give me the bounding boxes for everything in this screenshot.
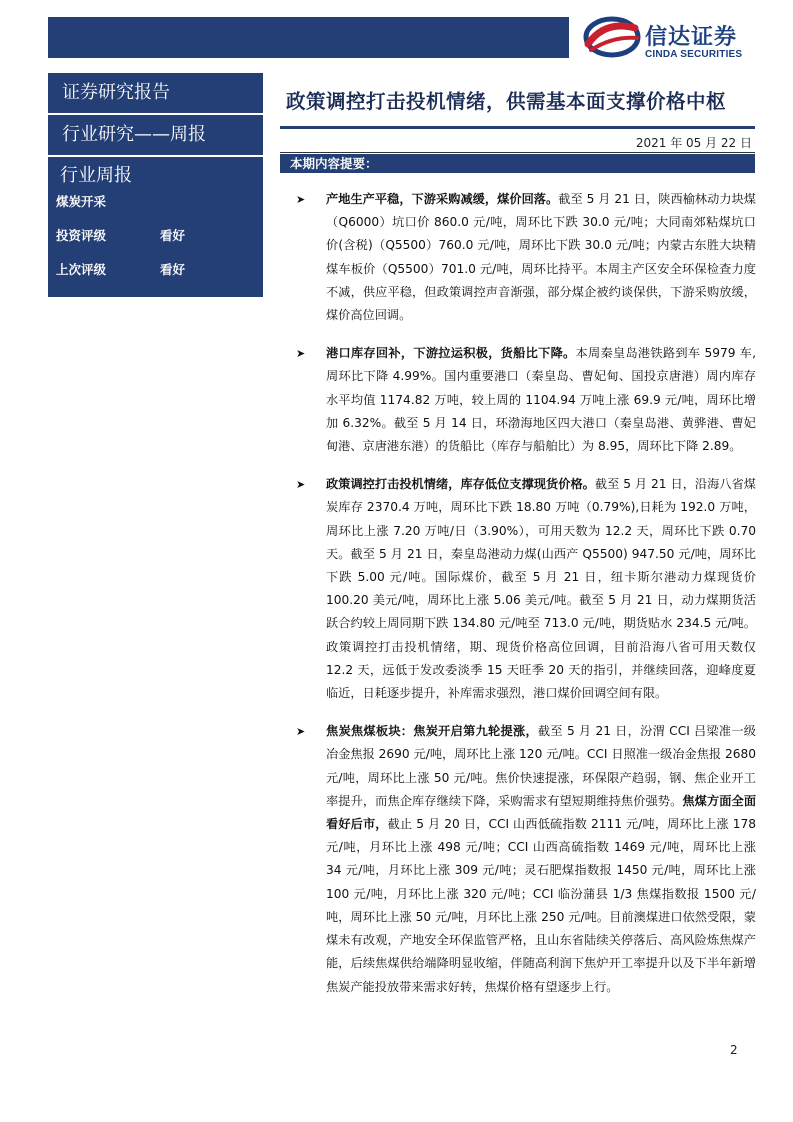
summary-item-lead-secondary: 焦煤方面全面看好后市， (326, 793, 757, 832)
page-number: 2 (730, 1043, 738, 1057)
bullet-arrow-icon: ➤ (296, 347, 306, 361)
summary-heading: 本期内容提要： (280, 154, 755, 173)
summary-item-lead: 焦炭焦煤板块：焦炭开启第九轮提涨， (326, 724, 538, 739)
prev-rating-row (48, 253, 263, 287)
summary-item-lead: 产地生产平稳，下游采购减缓，煤价回落。 (326, 192, 559, 206)
summary-item-text: 本周秦皇岛港铁路到车 5979 车,周环比下降 4.99%。国内重要港口（秦皇岛、曹妃甸、国投京唐港）周内库存水平均值 1174.82 万吨，较上周的 1104.94 万吨上涨 69.9 元/吨，周环比增加 6.32%。截至 5 月 14 日，环渤海地区四大港口（秦皇岛港、黄骅港、曹妃甸港、京唐港东港）的货船比（库存与船舶比）为 8.95，周环比下降 2.89。 (326, 346, 757, 454)
rating-row (48, 219, 263, 253)
cinda-logo-icon (583, 14, 641, 60)
bullet-arrow-icon: ➤ (296, 193, 306, 206)
report-title: 政策调控打击投机情绪，供需基本面支撑价格中枢 (286, 90, 727, 113)
summary-item-lead: 港口库存回补，下游拉运积极，货船比下降。 (326, 346, 576, 361)
title-divider (280, 126, 755, 129)
summary-item-lead: 政策调控打击投机情绪，库存低位支撑现货价格。 (326, 477, 595, 492)
header-band (48, 17, 569, 58)
prev-rating-value: 看好 (160, 262, 186, 277)
bullet-arrow-icon: ➤ (296, 725, 306, 739)
prev-rating-label: 上次评级 (56, 262, 107, 277)
rating-panel (48, 157, 263, 297)
category-label: 行业周报 (60, 165, 132, 186)
summary-item (296, 720, 756, 998)
date-divider (280, 152, 755, 153)
logo-english-name: CINDA SECURITIES (645, 49, 743, 60)
summary-item-text-secondary: 截止 5 月 20 日，CCI 山西低硫指数 2111 元/吨，周环比上涨 178 元/吨，月环比上涨 498 元/吨；CCI 山西高硫指数 1469 元/吨，周环比上涨 34 元/吨，月环比上涨 309 元/吨；灵石肥煤指数报 1450 元/吨，周环比上涨 100 元/吨，月环比上涨 320 元/吨；CCI 临汾蒲县 1/3 焦煤指数报 1500 元/吨，周环比上涨 50 元/吨，月环比上涨 250 元/吨。目前澳煤进口依然受限，蒙煤未有改观，产地安全环保监管严格，且山东省陆续关停落后、高风险炼焦煤产能，后续焦煤供给端降明显收缩，伴随高利润下焦炉开工率提升以及下半年新增焦炭产能投放带来需求好转，焦煤价格有望逐步上行。 (326, 817, 757, 994)
logo-chinese-name: 信达证券 (645, 25, 738, 50)
bullet-arrow-icon: ➤ (296, 478, 306, 492)
report-date: 2021 年 05 月 22 日 (635, 136, 752, 150)
industry-label: 煤炭开采 (56, 194, 107, 209)
summary-item (296, 188, 756, 327)
summary-item-text: 截至 5 月 21 日，陕西榆林动力块煤（Q6000）坑口价 860.0 元/吨，周环比下跌 30.0 元/吨；大同南郊粘煤坑口价(含税)（Q5500）760.0 元/吨，周环比下跌 30.0 元/吨；内蒙古东胜大块精煤车板价（Q5500）701.0 元/吨，周环比持平。本周主产区安全环保检查力度不减，供应平稳，但政策调控声音渐强，部分煤企被约谈保供，下游采购放缓，煤价高位回调。 (326, 192, 756, 323)
report-sidebar (48, 73, 263, 297)
summary-item-text: 截至 5 月 21 日，汾渭 CCI 吕梁准一级冶金焦报 2690 元/吨，周环比上涨 120 元/吨。CCI 日照准一级冶金焦报 2680 元/吨，周环比上涨 50 元/吨。焦价快速提涨，环保限产趋弱，钢、焦企业开工率提升，而焦企库存继续下降，采购需求有望短期维持焦价强势。 (326, 724, 756, 808)
research-type-label: 行业研究——周报 (48, 115, 263, 155)
rating-label: 投资评级 (56, 228, 107, 243)
report-type-label: 证券研究报告 (48, 73, 263, 113)
summary-list (296, 188, 756, 1014)
cinda-logo (583, 14, 773, 64)
rating-value: 看好 (160, 228, 186, 243)
summary-item (296, 473, 756, 705)
summary-item (296, 342, 756, 458)
summary-item-text: 截至 5 月 21 日，沿海八省煤炭库存 2370.4 万吨，周环比下跌 18.80 万吨（0.79%),日耗为 192.0 万吨，周环比上涨 7.20 万吨/日（3.90%），可用天数为 12.2 天，周环比下跌 0.70 天。截至 5 月 21 日，秦皇岛港动力煤(山西产 Q5500) 947.50 元/吨，周环比下跌 5.00 元/吨。国际煤价，截至 5 月 21 日，纽卡斯尔港动力煤现货价 100.20 美元/吨，周环比上涨 5.06 美元/吨。截至 5 月 21 日，动力煤期货活跃合约较上周同期下跌 134.80 元/吨至 713.0 元/吨，期货贴水 234.5 元/吨。政策调控打击投机情绪，期、现货价格高位回调，目前沿海八省可用天数仅 12.2 天，远低于发改委淡季 15 天旺季 20 天的指引，并继续回落，迎峰度夏临近，日耗逐步提升，补库需求强烈，港口煤价回调空间有限。 (326, 477, 756, 701)
